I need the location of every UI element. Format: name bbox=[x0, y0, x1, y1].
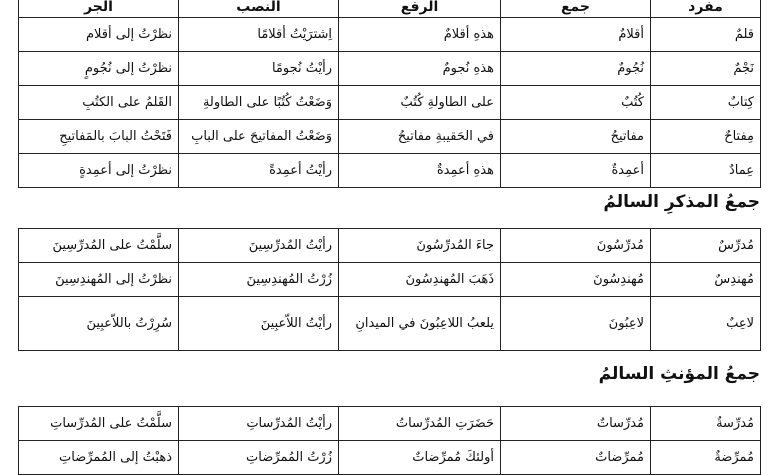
cell-accusative bbox=[179, 52, 339, 86]
broken-plural-table bbox=[18, 0, 761, 188]
cell-singular bbox=[651, 120, 761, 154]
cell-text: عِمادٌ bbox=[728, 163, 754, 178]
cell-nominative bbox=[339, 120, 501, 154]
cell-text: كِتابٌ bbox=[727, 95, 754, 110]
cell-text: رأيْتُ أعمِدةً bbox=[269, 163, 332, 178]
cell-text: نظرْتُ إلى نُجُومٍ bbox=[84, 61, 172, 76]
cell-singular bbox=[651, 407, 761, 441]
cell-singular bbox=[651, 441, 761, 475]
table-row bbox=[19, 263, 761, 297]
cell-text: مُهندِسٌ bbox=[714, 272, 754, 287]
cell-text: رأيْتُ نُجومًا bbox=[271, 61, 332, 76]
cell-text: مُمرِّضاتٌ bbox=[595, 450, 644, 465]
cell-accusative bbox=[179, 297, 339, 351]
cell-text: يلعبُ اللاعِبُونَ في الميدانِ bbox=[355, 316, 494, 331]
cell-text: رأيْتُ المُدرِّساتِ bbox=[246, 416, 332, 431]
cell-accusative bbox=[179, 154, 339, 188]
cell-text: هذهِ أقلامٌ bbox=[443, 27, 494, 42]
cell-text: أولئكَ مُمرِّضاتٌ bbox=[412, 450, 494, 465]
cell-text: فَتَحْتُ البابَ بالمَفاتيحِ bbox=[59, 129, 172, 144]
cell-nominative bbox=[339, 407, 501, 441]
header-singular: مفرد bbox=[651, 0, 761, 18]
table-header-row bbox=[19, 0, 761, 18]
cell-text: هذهِ نُجومٌ bbox=[442, 61, 494, 76]
cell-plural bbox=[501, 120, 651, 154]
cell-plural bbox=[501, 18, 651, 52]
table-row bbox=[19, 441, 761, 475]
cell-nominative bbox=[339, 86, 501, 120]
cell-nominative bbox=[339, 263, 501, 297]
cell-plural bbox=[501, 229, 651, 263]
cell-text: مفاتيحُ bbox=[610, 129, 644, 144]
cell-genitive bbox=[19, 154, 179, 188]
section-title-masculine-plural: جمعُ المذكرِ السالمُ bbox=[603, 192, 760, 212]
table-row bbox=[19, 120, 761, 154]
cell-singular bbox=[651, 297, 761, 351]
cell-text: القَلمُ على الكتُبِ bbox=[82, 95, 172, 110]
cell-text: سلَّمْتُ على المُدرِّسِينَ bbox=[52, 238, 172, 253]
cell-text: نظرْتُ إلى أعمِدةٍ bbox=[79, 163, 172, 178]
cell-genitive bbox=[19, 263, 179, 297]
cell-text: أقلامٌ bbox=[618, 27, 644, 42]
cell-genitive bbox=[19, 52, 179, 86]
masculine-plural-table bbox=[18, 228, 761, 351]
cell-text: نظرْتُ إلى أقلام bbox=[86, 27, 172, 42]
header-nominative: الرفع bbox=[339, 0, 501, 18]
cell-nominative bbox=[339, 441, 501, 475]
cell-text: زُرْتُ المُمرِّضاتِ bbox=[246, 450, 332, 465]
table-row bbox=[19, 18, 761, 52]
cell-text: زُرْتُ المُهندِسِينَ bbox=[246, 272, 332, 287]
cell-plural bbox=[501, 263, 651, 297]
table-row bbox=[19, 229, 761, 263]
cell-plural bbox=[501, 86, 651, 120]
cell-text: ذَهَبَ المُهندِسُونَ bbox=[405, 272, 494, 287]
cell-accusative bbox=[179, 229, 339, 263]
cell-singular bbox=[651, 229, 761, 263]
cell-text: اِشترَيْتُ أقلامًا bbox=[257, 27, 332, 42]
table-row bbox=[19, 86, 761, 120]
cell-text: كُتُبٌ bbox=[621, 95, 644, 110]
section-title-feminine-plural: جمعُ المؤنثِ السالمُ bbox=[598, 364, 760, 384]
cell-nominative bbox=[339, 52, 501, 86]
cell-accusative bbox=[179, 18, 339, 52]
cell-text: مُدرِّسٌ bbox=[718, 238, 754, 253]
cell-text: نُجُومٌ bbox=[617, 61, 644, 76]
cell-text: مُهندِسُونَ bbox=[593, 272, 644, 287]
cell-accusative bbox=[179, 407, 339, 441]
cell-text: مُدرِّسُونَ bbox=[596, 238, 644, 253]
cell-genitive bbox=[19, 297, 179, 351]
cell-text: حَضَرَتِ المُدرِّساتُ bbox=[395, 416, 494, 431]
cell-singular bbox=[651, 86, 761, 120]
cell-accusative bbox=[179, 263, 339, 297]
cell-genitive bbox=[19, 18, 179, 52]
cell-singular bbox=[651, 18, 761, 52]
cell-text: ذهبْتُ إلى المُمرِّضاتِ bbox=[58, 450, 172, 465]
cell-genitive bbox=[19, 86, 179, 120]
cell-genitive bbox=[19, 441, 179, 475]
header-plural: جمع bbox=[501, 0, 651, 18]
table-row bbox=[19, 297, 761, 351]
cell-text: في الحَقيبةِ مفاتيحُ bbox=[397, 129, 494, 144]
cell-singular bbox=[651, 263, 761, 297]
cell-text: مِفتاحٌ bbox=[724, 129, 754, 144]
cell-text: مُدرِّساتٌ bbox=[596, 416, 644, 431]
cell-genitive bbox=[19, 120, 179, 154]
cell-plural bbox=[501, 441, 651, 475]
cell-nominative bbox=[339, 154, 501, 188]
table-row bbox=[19, 407, 761, 441]
cell-accusative bbox=[179, 86, 339, 120]
header-genitive: الجر bbox=[19, 0, 179, 18]
cell-text: وَضَعْتُ المفاتيحَ على البابِ bbox=[191, 129, 332, 144]
cell-text: وَضَعْتُ كُتُبًا على الطاولةِ bbox=[202, 95, 332, 110]
cell-text: جاءَ المُدرِّسُونَ bbox=[416, 238, 494, 253]
cell-text: أعمِدةٌ bbox=[611, 163, 644, 178]
cell-plural bbox=[501, 52, 651, 86]
cell-accusative bbox=[179, 120, 339, 154]
cell-text: رأيْتُ المُدرِّسِينَ bbox=[248, 238, 332, 253]
cell-text: نَجْمٌ bbox=[733, 61, 754, 76]
cell-genitive bbox=[19, 407, 179, 441]
cell-genitive bbox=[19, 229, 179, 263]
cell-text: قلمٌ bbox=[734, 27, 754, 42]
feminine-plural-table bbox=[18, 406, 761, 475]
cell-text: على الطاولةِ كُتُبٌ bbox=[400, 95, 494, 110]
header-accusative: النصب bbox=[179, 0, 339, 18]
cell-singular bbox=[651, 154, 761, 188]
cell-plural bbox=[501, 154, 651, 188]
table-row bbox=[19, 52, 761, 86]
cell-text: مُمرِّضةٌ bbox=[714, 450, 754, 465]
cell-text: لاعِبٌ bbox=[726, 316, 754, 331]
cell-text: سُرِرْتُ باللاّعبِينَ bbox=[86, 316, 172, 331]
cell-text: نظرْتُ إلى المُهندِسِينَ bbox=[55, 272, 172, 287]
cell-nominative bbox=[339, 297, 501, 351]
cell-accusative bbox=[179, 441, 339, 475]
cell-text: مُدرِّسةٌ bbox=[716, 416, 754, 431]
cell-text: سلَّمْتُ على المُدرِّساتِ bbox=[50, 416, 172, 431]
cell-singular bbox=[651, 52, 761, 86]
cell-nominative bbox=[339, 229, 501, 263]
cell-nominative bbox=[339, 18, 501, 52]
table-row bbox=[19, 154, 761, 188]
cell-text: هذهِ أعمِدةٌ bbox=[436, 163, 494, 178]
cell-text: لاعِبُونَ bbox=[608, 316, 644, 331]
cell-plural bbox=[501, 407, 651, 441]
cell-text: رأيْتُ اللاّعبِينَ bbox=[260, 316, 332, 331]
cell-plural bbox=[501, 297, 651, 351]
